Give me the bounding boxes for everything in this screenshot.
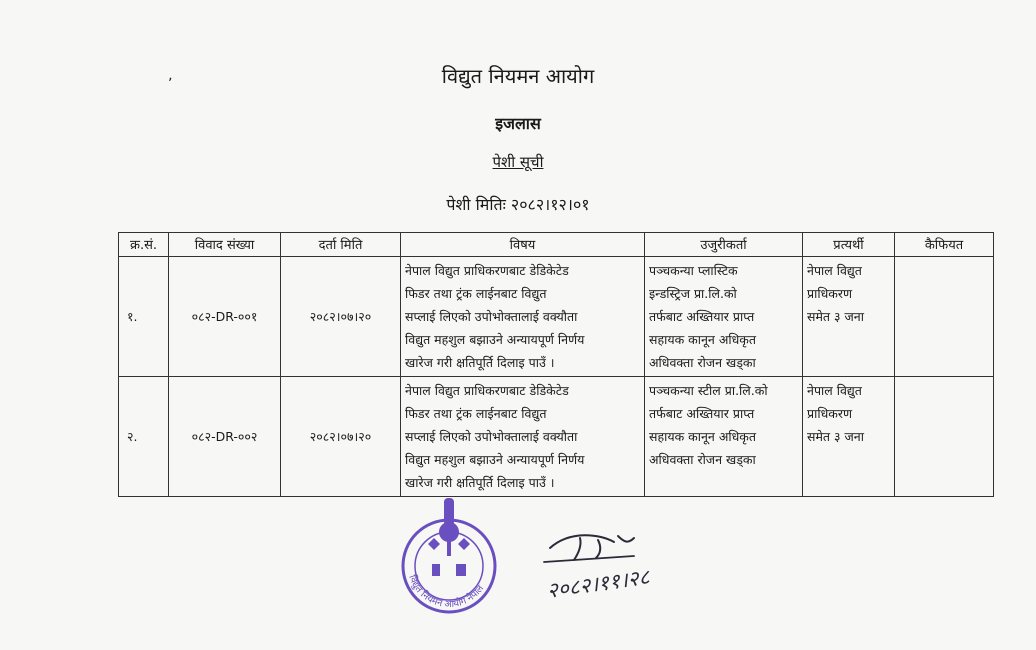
subject-line: सप्लाई लिएको उपोभोक्तालाई वक्यौता — [405, 309, 578, 324]
subject-line: विद्युत महशुल बझाउने अन्यायपूर्ण निर्णय — [405, 452, 585, 467]
subject-line: सप्लाई लिएको उपोभोक्तालाई वक्यौता — [405, 429, 578, 444]
cell-sn: १. — [119, 257, 169, 377]
cell-sn: २. — [119, 377, 169, 497]
cell-subject — [401, 377, 645, 497]
subject-line: नेपाल विद्युत प्राधिकरणबाट डेडिकेटेड — [405, 263, 569, 278]
subject-line: खारेज गरी क्षतिपूर्ति दिलाइ पाउँ । — [405, 355, 555, 370]
complainant-line: सहायक कानून अधिकृत — [649, 429, 757, 444]
table-header-row — [119, 233, 994, 257]
col-header-sn: क्र.सं. — [119, 233, 169, 257]
subject-line: खारेज गरी क्षतिपूर्ति दिलाइ पाउँ । — [405, 475, 555, 490]
cell-reg-date: २०८२।०७।२० — [281, 377, 401, 497]
table-row — [119, 377, 994, 497]
cell-respondent — [803, 257, 895, 377]
col-header-case-no: विवाद संख्या — [169, 233, 281, 257]
cell-complainant — [645, 257, 803, 377]
complainant-line: पञ्चकन्या प्लास्टिक — [649, 263, 738, 278]
col-header-subject: विषय — [401, 233, 645, 257]
col-header-reg-date: दर्ता मिति — [281, 233, 401, 257]
complainant-line: पञ्चकन्या स्टील प्रा.लि.को — [649, 383, 768, 398]
complainant-line: तर्फबाट अख्तियार प्राप्त — [649, 309, 755, 324]
respondent-line: समेत ३ जना — [807, 429, 864, 444]
complainant-line: इन्डस्ट्रिज प्रा.लि.को — [649, 286, 737, 301]
official-seal — [394, 494, 504, 614]
respondent-line: प्राधिकरण — [807, 286, 853, 301]
signature-date: २०८२।११।२८ — [545, 564, 651, 603]
cell-reg-date: २०८२।०७।२० — [281, 257, 401, 377]
cell-case-no: ०८२-DR-००२ — [169, 377, 281, 497]
col-header-respondent: प्रत्यर्थी — [803, 233, 895, 257]
organization-title: विद्युत नियमन आयोग — [441, 64, 595, 88]
col-header-remarks: कैफियत — [895, 233, 994, 257]
list-title: पेशी सूची — [492, 153, 544, 171]
stray-mark: ʼ — [168, 76, 173, 92]
signature — [530, 520, 700, 610]
subject-line: नेपाल विद्युत प्राधिकरणबाट डेडिकेटेड — [405, 383, 569, 398]
complainant-line: सहायक कानून अधिकृत — [649, 332, 757, 347]
hearing-date: पेशी मितिः २०८२।१२।०१ — [446, 195, 590, 214]
respondent-line: नेपाल विद्युत — [807, 263, 862, 278]
bench-heading: इजलास — [495, 114, 541, 133]
cell-remarks — [895, 257, 994, 377]
subject-line: विद्युत महशुल बझाउने अन्यायपूर्ण निर्णय — [405, 332, 585, 347]
respondent-line: समेत ३ जना — [807, 309, 864, 324]
cell-respondent — [803, 377, 895, 497]
complainant-line: अधिवक्ता रोजन खड्का — [649, 452, 756, 467]
respondent-line: नेपाल विद्युत — [807, 383, 862, 398]
seal-emblem-icon — [428, 498, 470, 576]
table-row — [119, 257, 994, 377]
col-header-complainant: उजुरीकर्ता — [645, 233, 803, 257]
signature-underline — [544, 556, 634, 562]
complainant-line: तर्फबाट अख्तियार प्राप्त — [649, 406, 755, 421]
cell-remarks — [895, 377, 994, 497]
seal-text: विद्युत नियमन आयोग नेपाल — [406, 573, 487, 611]
subject-line: फिडर तथा ट्रंक लाईनबाट विद्युत — [405, 286, 547, 301]
subject-line: फिडर तथा ट्रंक लाईनबाट विद्युत — [405, 406, 547, 421]
cell-subject — [401, 257, 645, 377]
cell-case-no: ०८२-DR-००१ — [169, 257, 281, 377]
complainant-line: अधिवक्ता रोजन खड्का — [649, 355, 756, 370]
cell-complainant — [645, 377, 803, 497]
respondent-line: प्राधिकरण — [807, 406, 853, 421]
hearing-list-table — [118, 232, 994, 497]
